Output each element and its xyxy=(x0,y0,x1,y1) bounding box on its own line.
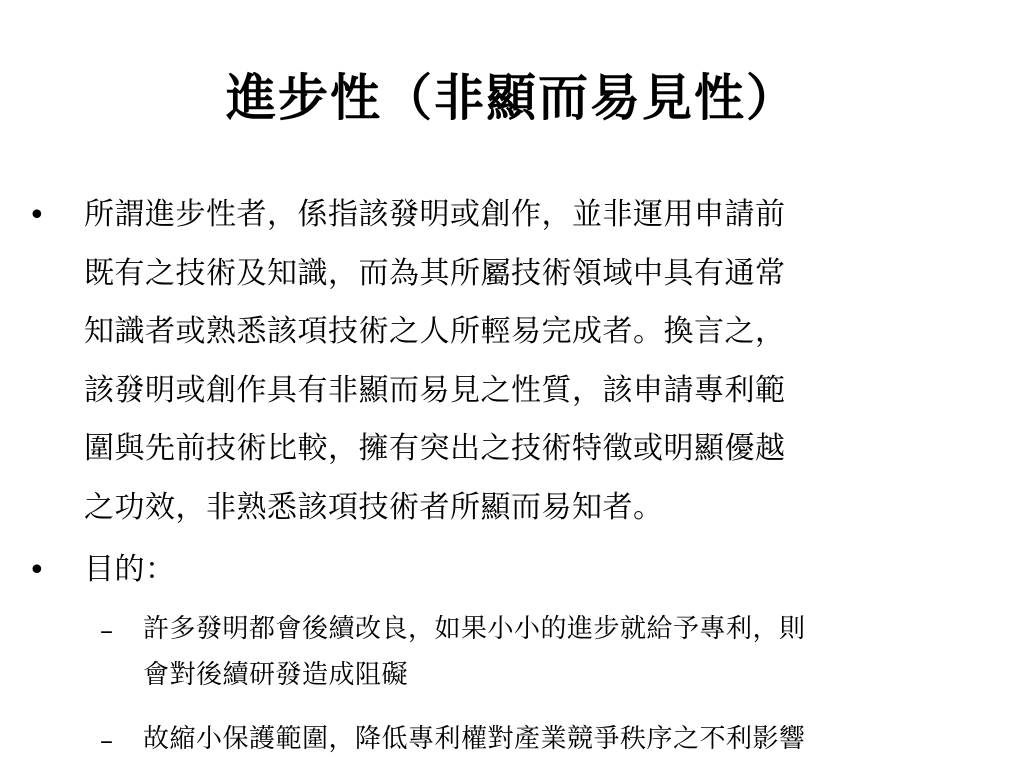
sub-bullet-improvement xyxy=(143,606,806,698)
slide-title: 進步性（非顯而易見性） xyxy=(226,68,798,127)
paragraph-line: 既有之技術及知識，而為其所屬技術領域中具有通常 xyxy=(84,255,786,291)
sub-bullet-line: 許多發明都會後續改良，如果小小的進步就給予專利，則 xyxy=(143,614,806,644)
paragraph-line: 所謂進步性者，係指該發明或創作，並非運用申請前 xyxy=(84,197,786,232)
sub-bullet-line: 會對後續研發造成阻礙 xyxy=(143,660,409,690)
paragraph-line: 之功效，非熟悉該項技術者所顯而易知者。 xyxy=(84,489,664,525)
sub-bullet-line: 故縮小保護範圍，降低專利權對產業競爭秩序之不利影響 xyxy=(143,724,806,754)
sub-bullet-marker: – xyxy=(100,726,113,756)
paragraph-line: 目的： xyxy=(84,552,176,587)
sub-bullet-scope xyxy=(143,716,806,762)
bullet-paragraph-purpose xyxy=(84,541,176,600)
bullet-paragraph-definition xyxy=(84,186,786,537)
bullet-marker: • xyxy=(28,553,46,588)
paragraph-line: 知識者或熟悉該項技術之人所輕易完成者。換言之， xyxy=(84,314,786,349)
paragraph-line: 該發明或創作具有非顯而易見之性質，該申請專利範 xyxy=(84,372,786,408)
sub-bullet-marker: – xyxy=(100,616,113,646)
paragraph-line: 圍與先前技術比較，擁有突出之技術特徵或明顯優越 xyxy=(84,431,786,466)
bullet-marker: • xyxy=(28,198,46,233)
